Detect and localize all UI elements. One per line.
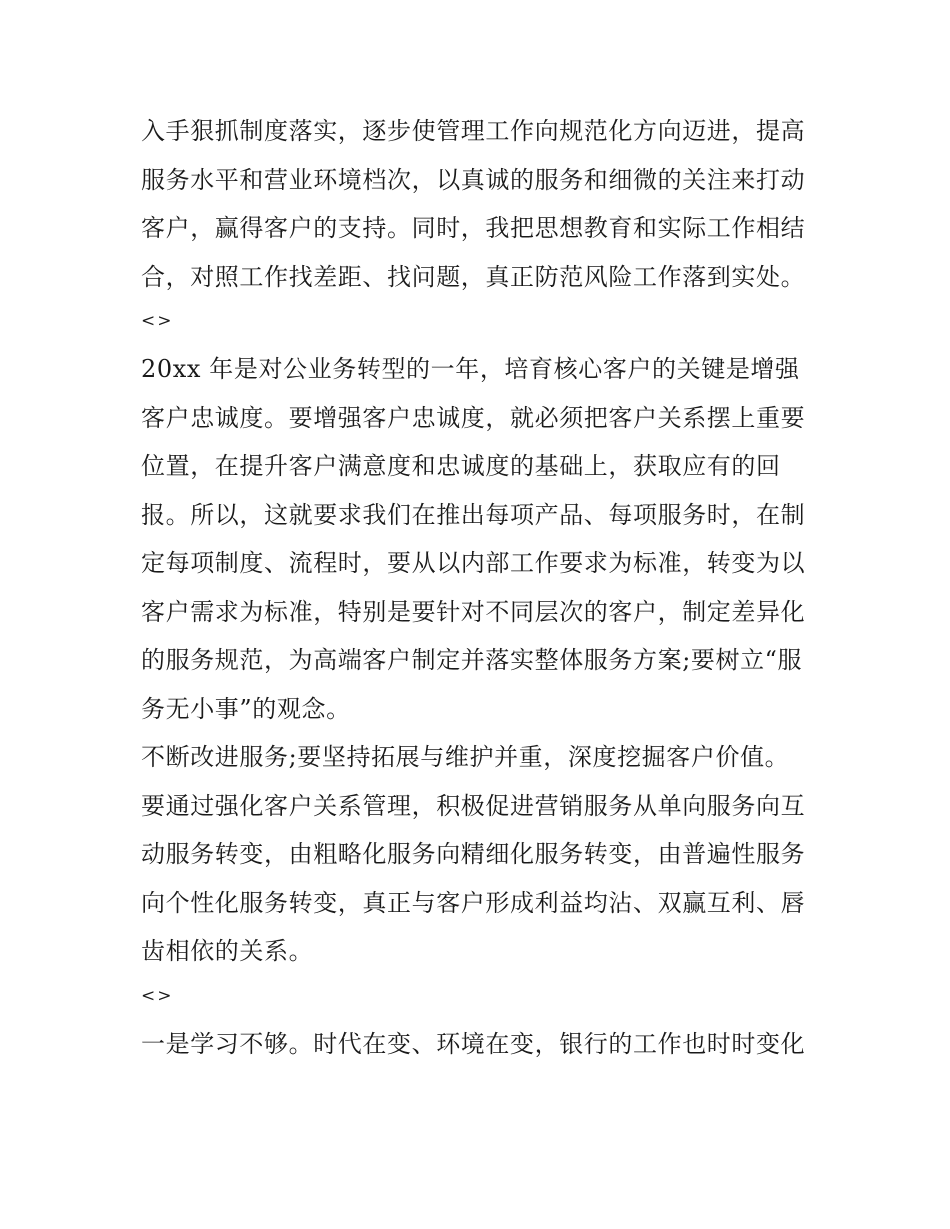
text-line: 报。所以，这就要求我们在推出每项产品、每项服务时，在制 xyxy=(141,500,806,529)
text-line: 客户，赢得客户的支持。同时，我把思想教育和实际工作相结 xyxy=(141,214,806,242)
paragraph xyxy=(141,345,821,976)
paragraph xyxy=(141,107,821,301)
text-line: 合，对照工作找差距、找问题，真正防范风险工作落到实处。 xyxy=(141,262,806,291)
text-line: 不断改进服务;要坚持拓展与维护并重，深度挖掘客户价值。 xyxy=(141,743,790,771)
text-line: 客户忠诚度。要增强客户忠诚度，就必须把客户关系摆上重要 xyxy=(141,403,806,432)
text-line: 要通过强化客户关系管理，积极促进营销服务从单向服务向互 xyxy=(141,791,806,820)
text-line: 位置，在提升客户满意度和忠诚度的基础上，获取应有的回 xyxy=(141,452,781,480)
document-body xyxy=(141,107,821,1068)
text-line: 动服务转变，由粗略化服务向精细化服务转变，由普遍性服务 xyxy=(141,840,806,868)
text-line: 定每项制度、流程时，要从以内部工作要求为标准，转变为以 xyxy=(141,549,806,577)
text-line: 客户需求为标准，特别是要针对不同层次的客户，制定差异化 xyxy=(141,597,806,626)
text-line: 入手狠抓制度落实，逐步使管理工作向规范化方向迈进，提高 xyxy=(141,117,806,145)
section-separator: <> xyxy=(141,311,174,331)
text-line: 向个性化服务转变，真正与客户形成利益均沾、双赢互利、唇 xyxy=(141,888,806,917)
text-line: 服务水平和营业环境档次，以真诚的服务和细微的关注来打动 xyxy=(141,165,806,194)
text-line: 务无小事”的观念。 xyxy=(141,694,351,723)
text-line: 的服务规范，为高端客户制定并落实整体服务方案;要树立“服 xyxy=(141,646,803,674)
text-line: 20xx 年是对公业务转型的一年，培育核心客户的关键是增强 xyxy=(141,355,800,383)
paragraph xyxy=(141,1020,821,1069)
text-line: 齿相依的关系。 xyxy=(141,937,314,965)
text-line: 一是学习不够。时代在变、环境在变，银行的工作也时时变化 xyxy=(141,1029,806,1058)
section-separator: <> xyxy=(141,985,174,1006)
